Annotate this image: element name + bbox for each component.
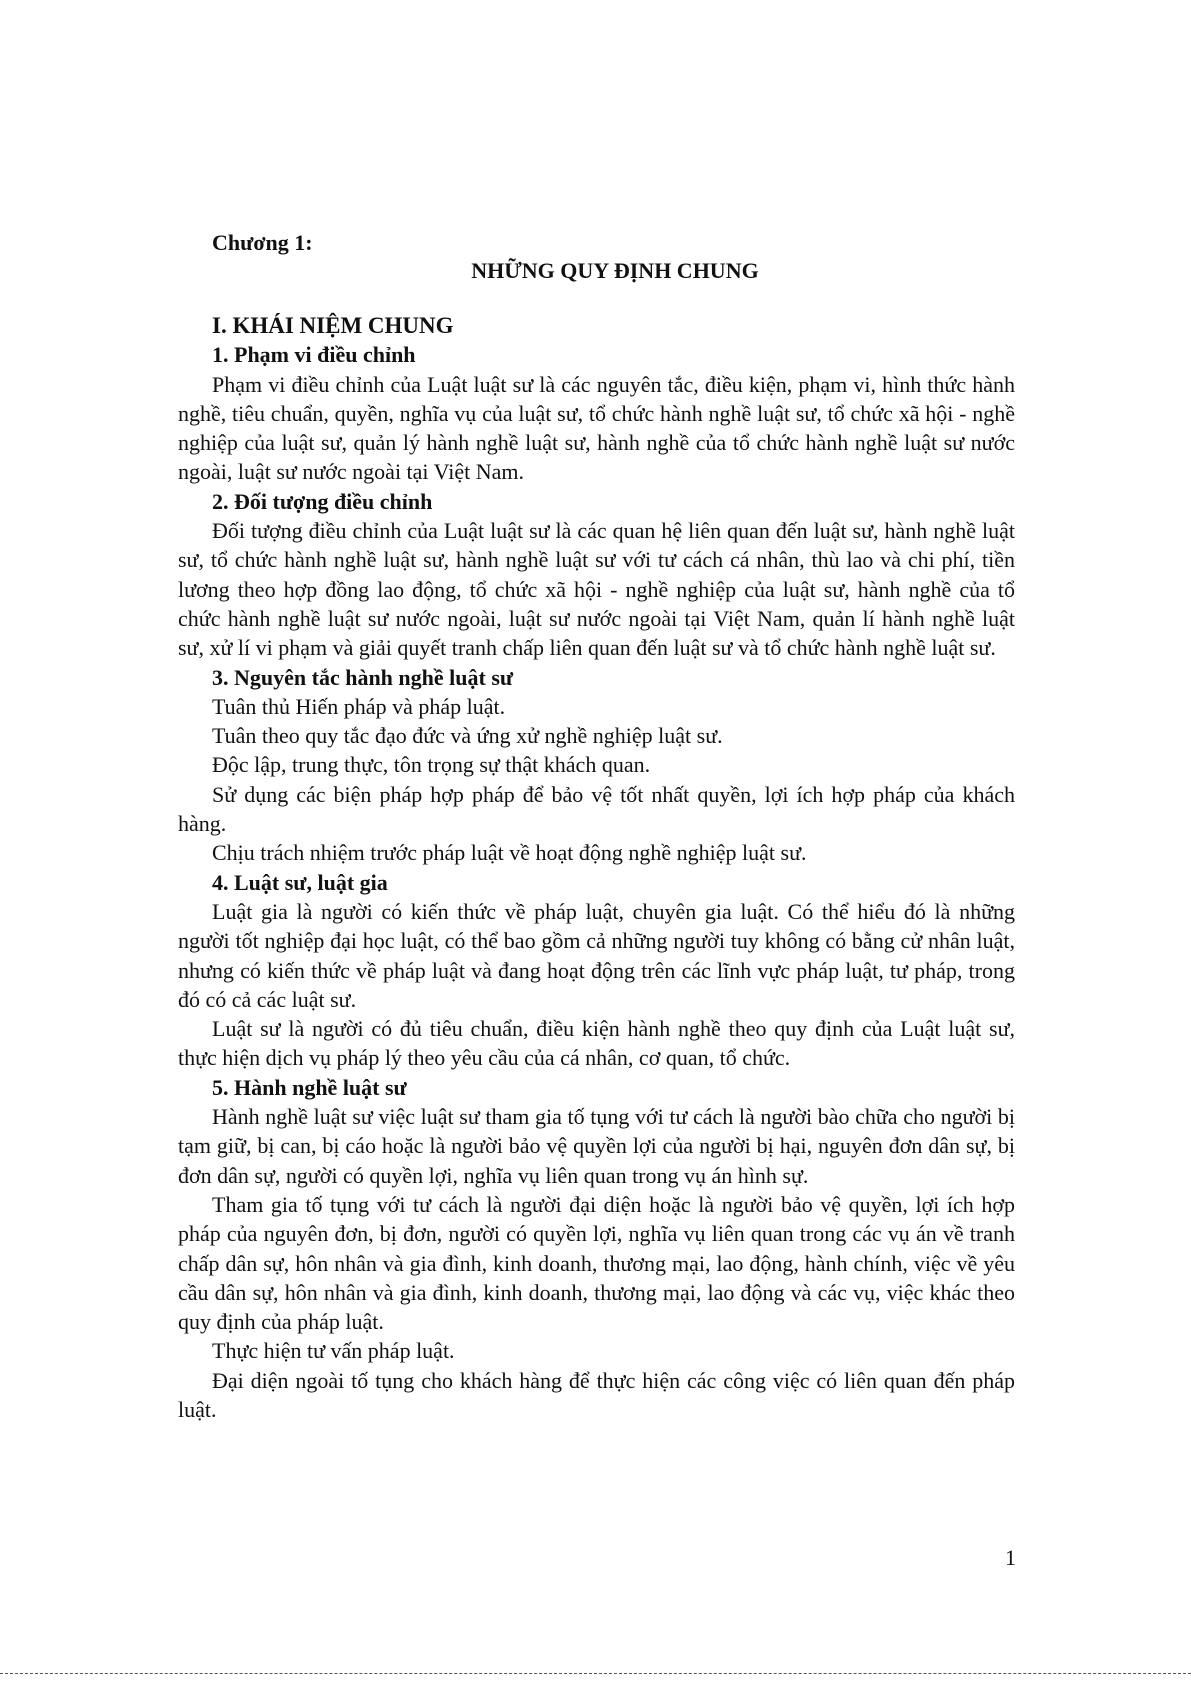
paragraph: Thực hiện tư vấn pháp luật. [212, 1338, 455, 1364]
section-title: I. KHÁI NIỆM CHUNG [212, 313, 454, 338]
paragraph: Tham gia tố tụng với tư cách là người đại diện hoặc là người bảo vệ quyền, lợi ích hợp pháp của nguyên đơn, bị đơn, người có quyền lợi, nghĩa vụ liên quan trong các vụ án về tranh chấp dân sự, hôn nhân và gia đình, kinh doanh, thương mại, lao động, hành chính, việc về yêu cầu dân sự, hôn nhân và gia đình, kinh doanh, thương mại, lao động và các vụ, việc khác theo quy định của pháp luật. [178, 1191, 1015, 1335]
footer-divider [0, 1673, 1191, 1675]
chapter-label: Chương 1: [212, 230, 313, 255]
subsection-heading-2: 2. Đối tượng điều chỉnh [212, 488, 433, 514]
subsection-heading-4: 4. Luật sư, luật gia [212, 869, 388, 895]
paragraph: Luật sư là người có đủ tiêu chuẩn, điều kiện hành nghề theo quy định của Luật luật sư, thực hiện dịch vụ pháp lý theo yêu cầu của cá nhân, cơ quan, tổ chức. [178, 1016, 1015, 1071]
paragraph: Sử dụng các biện pháp hợp pháp để bảo vệ tốt nhất quyền, lợi ích hợp pháp của khách hàng. [178, 781, 1015, 837]
subsection-heading-1: 1. Phạm vi điều chỉnh [212, 342, 416, 368]
paragraph: Hành nghề luật sư việc luật sư tham gia tố tụng với tư cách là người bào chữa cho người bị tạm giữ, bị can, bị cáo hoặc là người bảo vệ quyền lợi của người bị hại, nguyên đơn dân sự, bị đơn dân sự, người có quyền lợi, nghĩa vụ liên quan trong vụ án hình sự. [178, 1104, 1015, 1188]
chapter-title: NHỮNG QUY ĐỊNH CHUNG [471, 258, 759, 283]
paragraph: Đại diện ngoài tố tụng cho khách hàng để thực hiện các công việc có liên quan đến pháp luật. [178, 1367, 1015, 1422]
paragraph: Chịu trách nhiệm trước pháp luật về hoạt động nghề nghiệp luật sư. [212, 840, 807, 866]
paragraph: Tuân thủ Hiến pháp và pháp luật. [212, 693, 506, 719]
paragraph: Phạm vi điều chỉnh của Luật luật sư là các nguyên tắc, điều kiện, phạm vi, hình thức hành nghề, tiêu chuẩn, quyền, nghĩa vụ của luật sư, tổ chức hành nghề luật sư, tổ chức xã hội - nghề nghiệp của luật sư, quản lý hành nghề luật sư, hành nghề của tổ chức hành nghề luật sư nước ngoài, luật sư nước ngoài tại Việt Nam. [178, 371, 1015, 485]
paragraph: Tuân theo quy tắc đạo đức và ứng xử nghề nghiệp luật sư. [212, 723, 723, 749]
subsection-heading-5: 5. Hành nghề luật sư [212, 1074, 407, 1100]
document-body [178, 311, 1015, 1424]
paragraph: Luật gia là người có kiến thức về pháp luật, chuyên gia luật. Có thể hiểu đó là những người tốt nghiệp đại học luật, có thể bao gồm cả những người tuy không có bằng cử nhân luật, nhưng có kiến thức về pháp luật và đang hoạt động trên các lĩnh vực pháp luật, tư pháp, trong đó có cả các luật sư. [178, 898, 1015, 1012]
subsection-heading-3: 3. Nguyên tắc hành nghề luật sư [212, 664, 514, 690]
paragraph: Độc lập, trung thực, tôn trọng sự thật khách quan. [212, 752, 651, 778]
paragraph: Đối tượng điều chỉnh của Luật luật sư là các quan hệ liên quan đến luật sư, hành nghề luật sư, tổ chức hành nghề luật sư, hành nghề luật sư với tư cách cá nhân, thù lao và chi phí, tiền lương theo hợp đồng lao động, tổ chức xã hội - nghề nghiệp của luật sư, hành nghề của tổ chức hành nghề luật sư nước ngoài, luật sư nước ngoài tại Việt Nam, quản lí hành nghề luật sư, xử lí vi phạm và giải quyết tranh chấp liên quan đến luật sư và tổ chức hành nghề luật sư. [178, 518, 1015, 661]
page-number: 1 [1005, 1545, 1016, 1570]
